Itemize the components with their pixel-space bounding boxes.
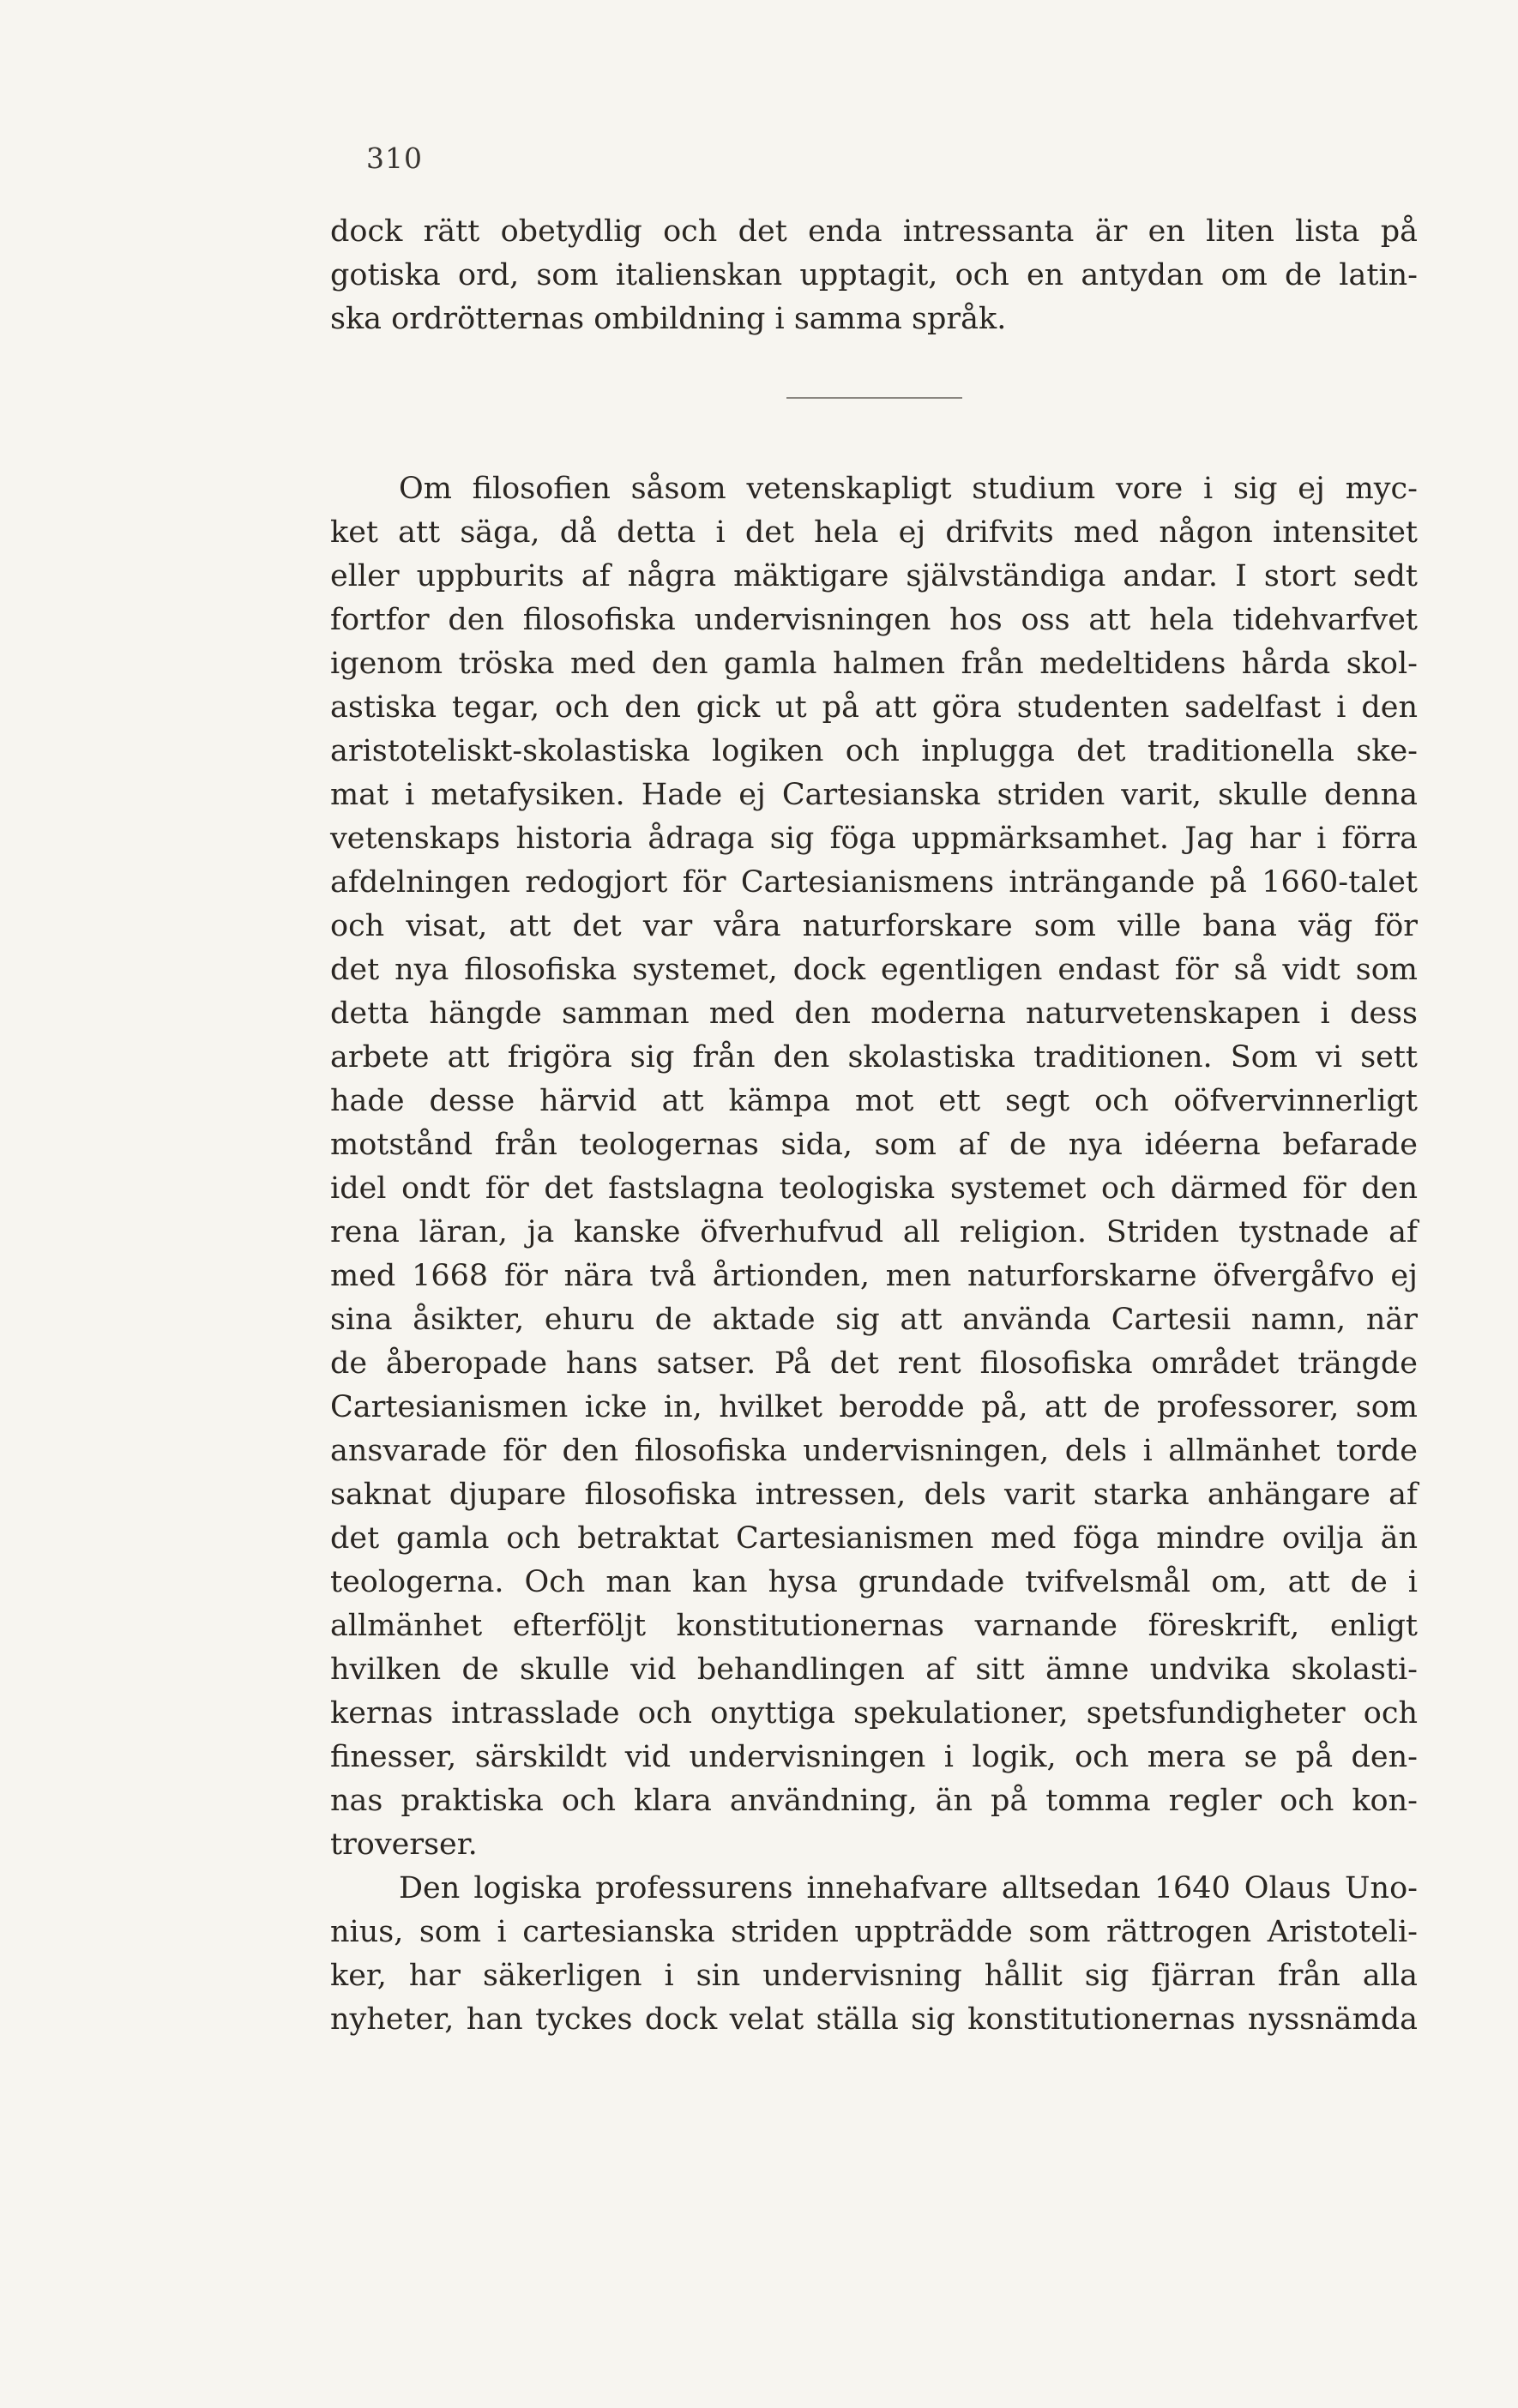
text-line: allmänhet efterföljt konstitutionernas varnande föreskrift, enligt <box>330 1609 1418 1643</box>
text-line: vetenskaps historia ådraga sig föga uppmärksamhet. Jag har i förra <box>330 822 1418 856</box>
text-line: troverser. <box>330 1827 478 1862</box>
text-line: hade desse härvid att kämpa mot ett segt och oöfvervinnerligt <box>330 1084 1418 1118</box>
text-line: arbete att frigöra sig från den skolastiska traditionen. Som vi sett <box>330 1040 1418 1075</box>
text-line: ansvarade för den filosofiska undervisningen, dels i allmänhet torde <box>330 1434 1418 1468</box>
text-line: saknat djupare filosofiska intressen, dels varit starka anhängare af <box>330 1478 1418 1512</box>
text-line: hvilken de skulle vid behandlingen af sitt ämne undvika skolasti- <box>330 1652 1418 1687</box>
text-line: med 1668 för nära två årtionden, men naturforskarne öfvergåfvo ej <box>330 1259 1418 1293</box>
text-line: afdelningen redogjort för Cartesianismens inträngande på 1660-talet <box>330 865 1418 900</box>
text-line: teologerna. Och man kan hysa grundade tvifvelsmål om, att de i <box>330 1565 1418 1599</box>
text-line: motstånd från teologernas sida, som af de nya idéerna befarade <box>330 1128 1418 1162</box>
text-line: nius, som i cartesianska striden uppträdde som rättrogen Aristoteli- <box>330 1915 1418 1949</box>
text-line: nas praktiska och klara användning, än på tomma regler och kon- <box>330 1784 1418 1818</box>
text-line: och visat, att det var våra naturforskare som ville bana väg för <box>330 909 1418 943</box>
text-line: ker, har säkerligen i sin undervisning hållit sig fjärran från alla <box>330 1959 1418 1993</box>
text-line: Om filosofien såsom vetenskapligt studium vore i sig ej myc- <box>399 472 1418 506</box>
text-line: finesser, särskildt vid undervisningen i logik, och mera se på den- <box>330 1740 1418 1774</box>
text-line: idel ondt för det fastslagna teologiska systemet och därmed för den <box>330 1171 1418 1206</box>
text-line: sina åsikter, ehuru de aktade sig att använda Cartesii namn, när <box>330 1303 1418 1337</box>
text-line: Den logiska professurens innehafvare alltsedan 1640 Olaus Uno- <box>399 1871 1418 1905</box>
text-line: det gamla och betraktat Cartesianismen med föga mindre ovilja än <box>330 1521 1418 1556</box>
text-line: ska ordrötternas ombildning i samma språk. <box>330 302 1007 336</box>
text-line: astiska tegar, och den gick ut på att göra studenten sadelfast i den <box>330 690 1418 725</box>
text-line: fortfor den filosofiska undervisningen hos oss att hela tidehvarfvet <box>330 603 1418 637</box>
text-line: dock rätt obetydlig och det enda intressanta är en liten lista på <box>330 214 1418 249</box>
text-line: eller uppburits af några mäktigare självständiga andar. I stort sedt <box>330 559 1418 593</box>
intro-paragraph <box>330 210 1418 341</box>
text-line: aristoteliskt-skolastiska logiken och inplugga det traditionella ske- <box>330 734 1418 768</box>
section-divider <box>786 397 962 399</box>
text-line: ket att säga, då detta i det hela ej drifvits med någon intensitet <box>330 515 1418 550</box>
text-line: gotiska ord, som italienskan upptagit, och en antydan om de latin- <box>330 258 1418 292</box>
text-line: igenom tröska med den gamla halmen från medeltidens hårda skol- <box>330 647 1418 681</box>
main-paragraph <box>330 467 1418 2042</box>
text-line: nyheter, han tyckes dock velat ställa sig konstitutionernas nyssnämda <box>330 2002 1418 2037</box>
text-line: detta hängde samman med den moderna naturvetenskapen i dess <box>330 996 1418 1031</box>
text-line: rena läran, ja kanske öfverhufvud all religion. Striden tystnade af <box>330 1215 1418 1249</box>
page-number: 310 <box>366 141 423 175</box>
text-line: det nya filosofiska systemet, dock egentligen endast för så vidt som <box>330 953 1418 987</box>
text-line: Cartesianismen icke in, hvilket berodde på, att de professorer, som <box>330 1390 1418 1424</box>
text-line: de åberopade hans satser. På det rent filosofiska området trängde <box>330 1346 1418 1381</box>
text-line: kernas intrasslade och onyttiga spekulationer, spetsfundigheter och <box>330 1696 1418 1731</box>
text-line: mat i metafysiken. Hade ej Cartesianska striden varit, skulle denna <box>330 778 1418 812</box>
